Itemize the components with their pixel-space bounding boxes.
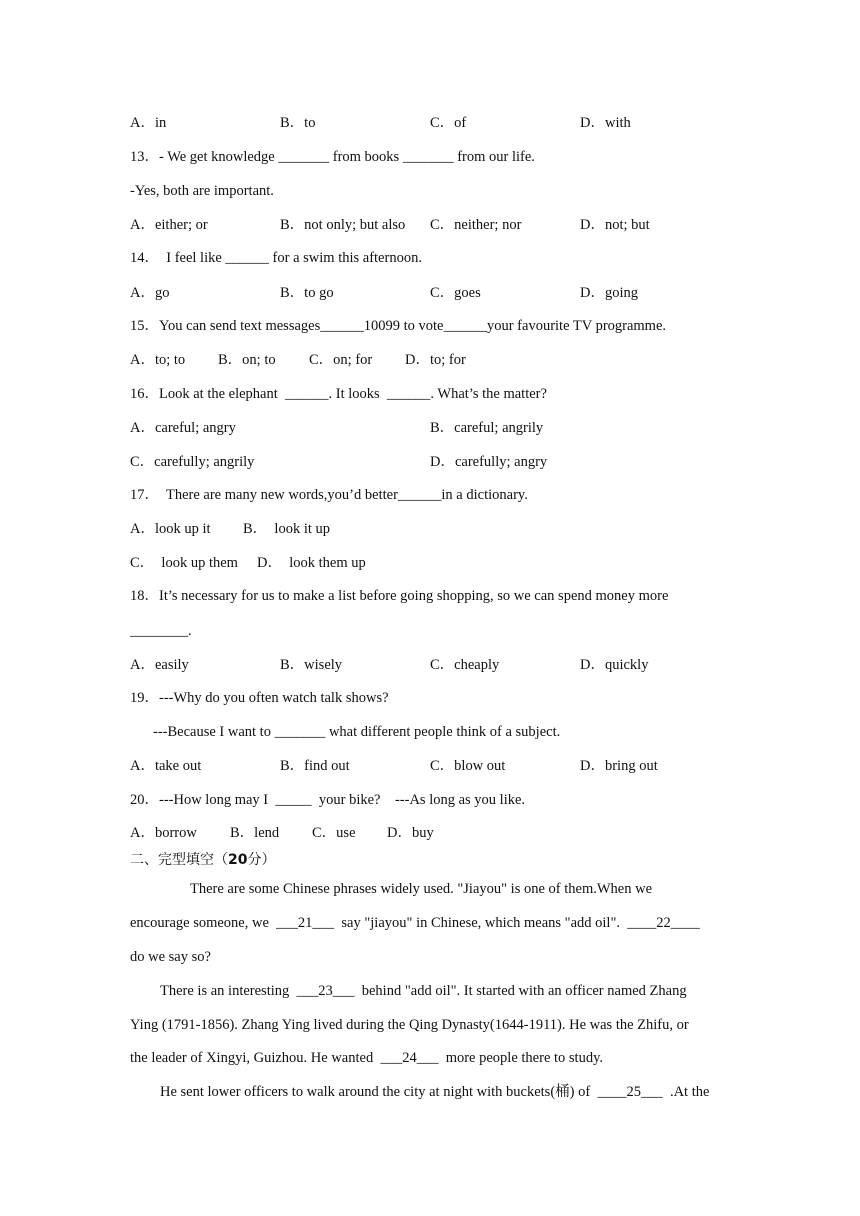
option-d: D．buy (387, 825, 434, 841)
option-b: B．careful; angrily (430, 420, 544, 436)
option-a: A．borrow (130, 825, 197, 841)
option-a: A．either; or (130, 217, 208, 233)
heading-points: 20 (228, 852, 248, 868)
question-19-stem: 19．---Why do you often watch talk shows? (130, 690, 389, 706)
option-b: B．lend (230, 825, 280, 841)
option-c: C．cheaply (430, 657, 500, 673)
passage-p2-line2: Ying (1791-1856). Zhang Ying lived during the Qing Dynasty(1644-1911). He was the Zhifu, or (130, 1017, 689, 1033)
option-d: D．carefully; angry (430, 454, 548, 470)
option-a: A．careful; angry (130, 420, 236, 436)
heading-text: 二、完型填空（ (130, 852, 228, 868)
option-b: B．find out (280, 758, 350, 774)
question-13-reply: -Yes, both are important. (130, 183, 274, 199)
option-c: C．use (312, 825, 356, 841)
option-a: A．to; to (130, 352, 186, 368)
option-b: B．on; to (218, 352, 276, 368)
passage-p1-line3: do we say so? (130, 949, 211, 965)
option-d: D．with (580, 115, 631, 131)
option-a: A．go (130, 285, 170, 301)
option-b: B．to go (280, 285, 334, 301)
option-c: C． look up them (130, 555, 238, 571)
passage-text: behind "add oil". It started with an officer named Zhang (354, 983, 687, 999)
option-c: C．on; for (309, 352, 373, 368)
option-c: C．goes (430, 285, 481, 301)
option-a: A．look up it (130, 521, 211, 537)
question-17-stem: 17． There are many new words,you’d better______in a dictionary. (130, 487, 528, 503)
option-d: D．to; for (405, 352, 466, 368)
option-d: D．going (580, 285, 638, 301)
passage-p3-line1 (160, 1083, 709, 1101)
passage-text: There is an interesting (160, 983, 297, 999)
blank-23: ___23___ (296, 983, 355, 999)
stem-text: 13．- We get knowledge (130, 149, 279, 165)
option-a: A．in (130, 115, 167, 131)
option-d: D．quickly (580, 657, 649, 673)
heading-text: 分） (247, 852, 276, 868)
option-d: D． look them up (257, 555, 366, 571)
passage-text: .At the (662, 1084, 710, 1100)
blank: _______ (402, 149, 454, 165)
option-b: B．to (280, 115, 316, 131)
option-c: C．neither; nor (430, 217, 522, 233)
question-14-stem: 14． I feel like ______ for a swim this afternoon. (130, 250, 422, 266)
passage-p2-line3 (130, 1049, 603, 1067)
option-c: C．carefully; angrily (130, 454, 255, 470)
passage-text: He sent lower officers to walk around the city at night with buckets(桶) of (160, 1084, 598, 1100)
question-18-blank: ________. (130, 623, 192, 639)
question-15-stem: 15．You can send text messages______10099 to vote______your favourite TV programme. (130, 318, 667, 334)
passage-p1-line2 (130, 914, 700, 932)
passage-text: the leader of Xingyi, Guizhou. He wanted (130, 1050, 381, 1066)
blank-24: ___24___ (380, 1050, 439, 1066)
option-c: C．of (430, 115, 467, 131)
blank-21: ___21___ (276, 915, 335, 931)
stem-text: from our life. (453, 149, 535, 165)
question-19-stem-2: ---Because I want to _______ what different people think of a subject. (153, 724, 561, 740)
option-a: A．take out (130, 758, 202, 774)
blank-22: ____22____ (627, 915, 700, 931)
option-a: A．easily (130, 657, 189, 673)
question-16-stem: 16．Look at the elephant ______. It looks ______. What’s the matter? (130, 386, 547, 402)
option-b: B．not only; but also (280, 217, 406, 233)
passage-text: encourage someone, we (130, 915, 277, 931)
question-20-stem: 20．---How long may I _____ your bike? ---As long as you like. (130, 792, 526, 808)
blank-25: ____25___ (597, 1084, 663, 1100)
question-18-stem: 18．It’s necessary for us to make a list before going shopping, so we can spend money more (130, 588, 669, 604)
option-d: D．bring out (580, 758, 658, 774)
option-b: B．wisely (280, 657, 343, 673)
passage-p1-line1: There are some Chinese phrases widely used. "Jiayou" is one of them.When we (190, 881, 653, 897)
stem-text: from books (329, 149, 403, 165)
option-d: D．not; but (580, 217, 650, 233)
blank: _______ (278, 149, 330, 165)
option-c: C．blow out (430, 758, 506, 774)
question-13-stem (130, 148, 535, 166)
option-b: B． look it up (243, 521, 331, 537)
section-heading (130, 851, 275, 869)
passage-p2-line1 (160, 982, 687, 1000)
passage-text: more people there to study. (438, 1050, 604, 1066)
passage-text: say "jiayou" in Chinese, which means "add oil". (334, 915, 628, 931)
